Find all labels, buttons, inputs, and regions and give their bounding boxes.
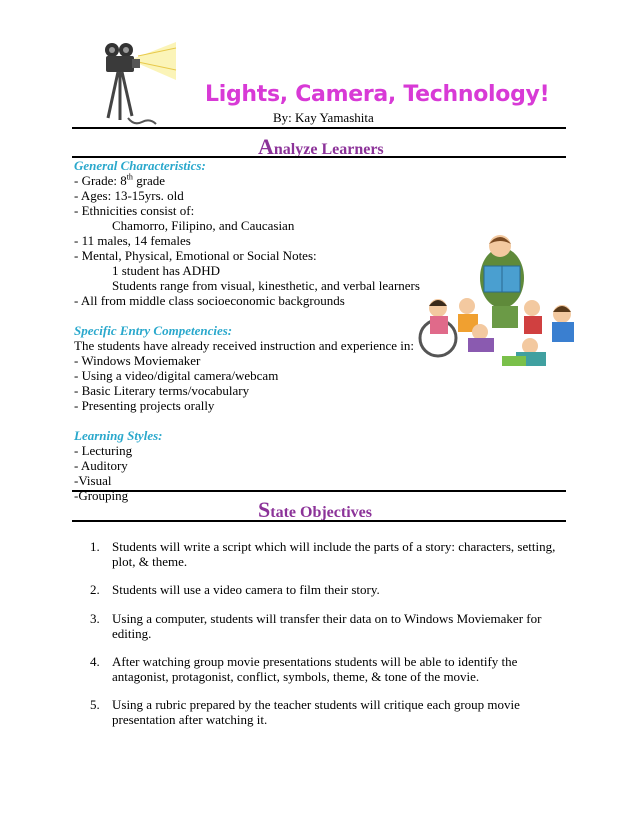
list-item: - Windows Moviemaker xyxy=(74,353,201,368)
list-item: - Auditory xyxy=(74,458,128,473)
section-title-analyze: Analyze Learners xyxy=(258,134,384,159)
entry-competencies-label: Specific Entry Competencies: xyxy=(74,323,233,338)
learner-analysis xyxy=(74,158,420,503)
teacher-reading-icon xyxy=(412,228,592,378)
list-item: - Ethnicities consist of: xyxy=(74,203,195,218)
list-item: -Visual xyxy=(74,473,112,488)
divider xyxy=(72,127,566,129)
learning-styles-label: Learning Styles: xyxy=(74,428,163,443)
list-item: - 11 males, 14 females xyxy=(74,233,191,248)
list-item: - Ages: 13-15yrs. old xyxy=(74,188,184,203)
divider xyxy=(72,490,566,492)
section-title-objectives: State Objectives xyxy=(258,497,372,522)
list-item: - All from middle class socioeconomic backgrounds xyxy=(74,293,345,308)
list-item: - Mental, Physical, Emotional or Social Notes: xyxy=(74,248,317,263)
list-item: The students have already received instruction and experience in: xyxy=(74,338,415,353)
list-item: Chamorro, Filipino, and Caucasian xyxy=(112,218,295,233)
list-item: - Using a video/digital camera/webcam xyxy=(74,368,279,383)
general-characteristics-label: General Characteristics: xyxy=(74,158,206,173)
grade-line: - Grade: 8th grade xyxy=(74,172,166,188)
list-item: 5. Using a rubric prepared by the teacher students will critique each group movie presentation after watching it. xyxy=(90,697,520,727)
list-item: - Presenting projects orally xyxy=(74,398,215,413)
list-item: 1 student has ADHD xyxy=(112,263,220,278)
list-item: 2. Students will use a video camera to film their story. xyxy=(90,582,380,597)
list-item: - Lecturing xyxy=(74,443,133,458)
page-title: Lights, Camera, Technology! xyxy=(205,82,550,107)
list-item: -Grouping xyxy=(74,488,129,503)
list-item: 4. After watching group movie presentations students will be able to identify the antagonist, protagonist, conflict, symbols, theme, & tone of the movie. xyxy=(90,654,518,684)
list-item: Students range from visual, kinesthetic, and verbal learners xyxy=(112,278,420,293)
list-item: 3. Using a computer, students will transfer their data on to Windows Moviemaker for editing. xyxy=(90,611,542,641)
film-camera-icon xyxy=(98,40,178,130)
list-item: 1. Students will write a script which will include the parts of a story: characters, setting, plot, & theme. xyxy=(90,539,556,569)
divider xyxy=(72,520,566,522)
list-item: - Basic Literary terms/vocabulary xyxy=(74,383,250,398)
author-byline: By: Kay Yamashita xyxy=(273,110,374,125)
